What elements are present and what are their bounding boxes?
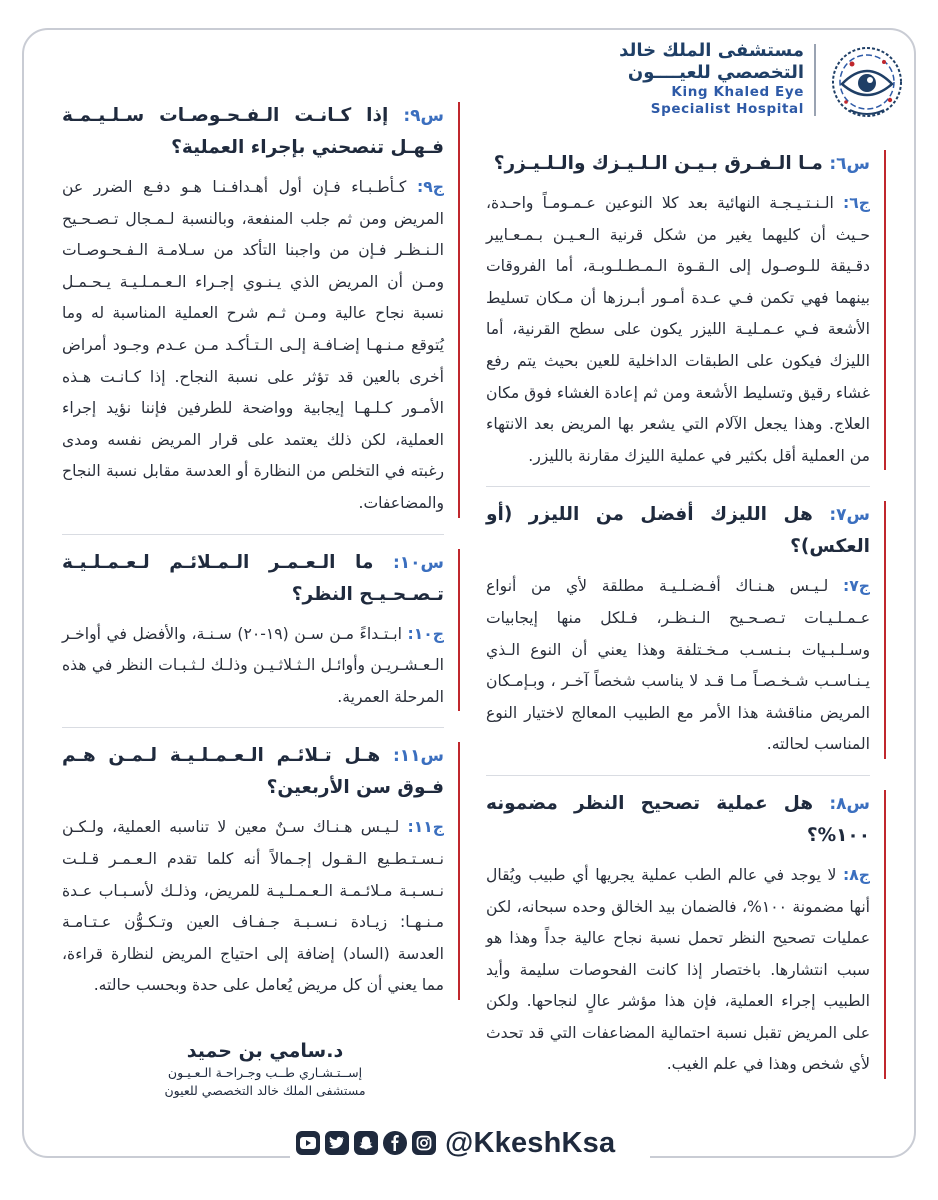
social-bar bbox=[290, 1126, 650, 1160]
instagram-icon[interactable] bbox=[412, 1131, 436, 1155]
divider bbox=[62, 727, 444, 728]
accent-line bbox=[884, 501, 886, 759]
question-8: س٨: هل عملية تصحيح النظر مضمونه ١٠٠%؟ bbox=[486, 792, 870, 846]
question-11: س١١: هـل تـلائـم الـعـمـلـيـة لـمـن هـم فـوق سن الأربعين؟ bbox=[62, 745, 444, 799]
author-signature bbox=[150, 1038, 380, 1100]
answer-9: ج٩: كـأطـبـاء فـإن أول أهـدافـنـا هـو دفـع الضرر عن المريض ومن ثم جلب المنفعة، وبالنسبة لـمـجال تـصـحـيح الـنـظـر فـإن من واجبنا التأكد من سـلامـة الـفـحـوصـات ومـن أن المريض الذي يـنـوي إجـراء الـعـمـلـيـة يـحـمـل نسبة نجاح عالية ومـن ثـم شرح العملية المناسبة له وما يُتوقع مـنـهـا إضـافـة إلـى الـتـأكـد مـن عـدم وجـود أمراض أخرى بالعين قد تؤثر على نسبة النجاح. إذا كـانـت هـذه الأمـور كـلـهـا إيجابية وواضحة للطرفين فإننا نؤيد إجراء العملية، لكن ذلك يعتمد على قرار المريض نفسه ومدى رغبته في التخلص من النظارة أو العدسة مقابل نسبة النجاح والمضاعفات. bbox=[62, 178, 444, 512]
question-10: س١٠: ما الـعـمـر الـمـلائـم لـعـمـلـيـة تـصـحـيـح النظر؟ bbox=[62, 551, 444, 605]
qa-item-6 bbox=[486, 148, 886, 472]
qa-item-8 bbox=[486, 788, 886, 1081]
answer-8: ج٨: لا يوجد في عالم الطب عملية يجريها أي طبيب ويُقال أنها مضمونة ١٠٠%، فالضمان بيد الخالق وحده سبحانه، لكن عمليات تصحيح النظر تحمل نسبة نجاح عالية جداً وهذا هو سبب انتشارها. باختصار إذا كانت الفحوصات سليمة وأيد الطبيب إجراء العملية، فإن هذا مؤشر عالٍ لنجاحها. ولكن على المريض تقبل نسبة احتمالية المضاعفات التي قد تحدث لأي شخص وهذا في علم الغيب. bbox=[486, 865, 870, 1074]
eye-calligraphy-logo-icon bbox=[830, 40, 904, 124]
left-column bbox=[62, 100, 460, 1016]
qa-item-9 bbox=[62, 100, 460, 520]
right-column bbox=[486, 148, 886, 1095]
divider bbox=[62, 534, 444, 535]
header-divider bbox=[814, 44, 816, 116]
accent-line bbox=[884, 790, 886, 1079]
hospital-name-arabic: مستشفى الملك خالد التخصصي للعيــــون bbox=[619, 40, 804, 83]
question-7: س٧: هل الليزك أفضل من الليزر (أو العكس)؟ bbox=[486, 504, 870, 558]
author-title: إســتـشـاري طــب وجـراحـة الـعـيـون bbox=[167, 1065, 363, 1080]
qa-item-7 bbox=[486, 499, 886, 761]
divider bbox=[486, 486, 870, 487]
answer-7: ج٧: لـيـس هـنـاك أفـضـلـيـة مطلقة لأي من أنواع عـمـلـيـات تـصـحـيح الـنـظـر، فـلكل منها إيجابيات وسـلـبـيات بـنـسـب مـخـتلفة وهذا يعني أن النوع الـذي يـنـاسـب شـخـصـاً مـا قـد لا يناسب شخصاً آخـر ، وبـإمـكان المريض مناقشة هذا الأمر مع الطبيب المعالج لاختيار النوع المناسب لحالته. bbox=[486, 577, 870, 754]
youtube-icon[interactable] bbox=[296, 1131, 320, 1155]
accent-line bbox=[458, 742, 460, 1000]
social-handle[interactable]: @KkeshKsa bbox=[445, 1126, 616, 1159]
hospital-name-english: King Khaled Eye Specialist Hospital bbox=[650, 84, 804, 117]
divider bbox=[486, 775, 870, 776]
accent-line bbox=[458, 549, 460, 712]
qa-item-10 bbox=[62, 547, 460, 714]
author-name: د.سامي بن حميد bbox=[186, 1040, 344, 1062]
accent-line bbox=[458, 102, 460, 518]
answer-11: ج١١: لـيـس هـنـاك سـنٌ معين لا تناسبه العملية، ولـكـن نـسـتـطـيع الـقـول إجـمالاً أنه كلما تقدم الـعـمـر قـلـت نـسـبـة مـلائـمـة الـعـمـلـيـة للمريض، وذلـك لأسـبـاب عـدة مـنـهـا: زيـادة نـسـبـة جـفـاف العين وتـكـوُّن عـتـامـة العدسة (الساد) إضافة إلى احتياج المريض لنظارة قراءة، مما يعني أن كل مريض يُعامل على حدة وبحسب حالته. bbox=[62, 818, 444, 995]
snapchat-icon[interactable] bbox=[354, 1131, 378, 1155]
twitter-icon[interactable] bbox=[325, 1131, 349, 1155]
question-6: س٦: مـا الـفـرق بـيـن الـلـيـزك والـلـيـزر؟ bbox=[493, 153, 870, 174]
author-hospital: مستشفى الملك خالد التخصصي للعيون bbox=[164, 1083, 366, 1098]
qa-item-11 bbox=[62, 740, 460, 1002]
answer-6: ج٦: الـنـتـيـجـة النهائية بعد كلا النوعين عـمـومـاً واحـدة، حـيث أن كليهما يغير من شكل قرنية الـعـيـن بـمـعـايير دقـيقة للـوصـول إلى الـقـوة الـمـطـلـوبـة، أما الفروقات بينهما فهي تكمن فـي عـدة أمـور أبـرزها أن مـكان تسليط الأشعة فـي عـمـليـة الليزر يكون على سطح القرنية، أما الليزك فيكون على الطبقات الداخلية للعين بحيث يتم رفع غشاء رقيق وتسليط الأشعة ومن ثم إعادة الغشاء فوق مكان العلاج. وهذا يجعل الآلام التي يشعر بها المريض بعد الانتهاء من العملية أقل بكثير في عملية الليزك مقارنة بالليزر. bbox=[486, 194, 870, 465]
accent-line bbox=[884, 150, 886, 470]
facebook-icon[interactable] bbox=[383, 1131, 407, 1155]
question-9: س٩: إذا كـانـت الـفـحـوصـات سـلـيـمـة فـهـل تنصحني بإجراء العملية؟ bbox=[62, 105, 444, 158]
answer-10: ج١٠: ابـتـداءً مـن سـن (١٩-٢٠) سـنـة، والأفضل في أواخـر الـعـشـريـن وأوائـل الـثـلاثـيـن وذلـك لـثـبـات النظر في هذه المرحلة العمرية. bbox=[62, 624, 444, 706]
